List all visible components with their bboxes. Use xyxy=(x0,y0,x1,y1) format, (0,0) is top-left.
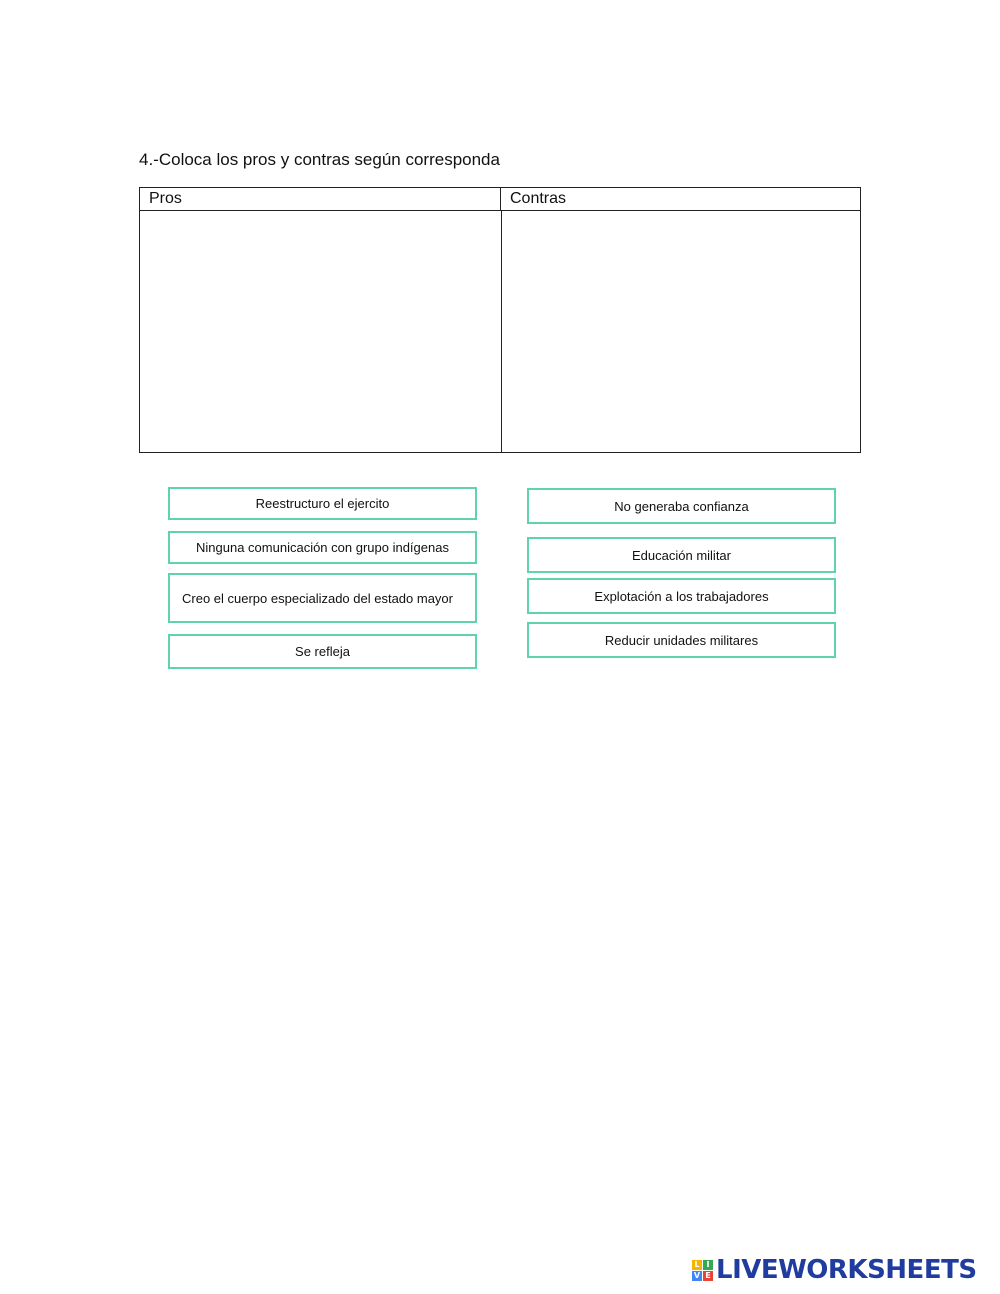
drag-card-creo-cuerpo[interactable]: Creo el cuerpo especializado del estado mayor xyxy=(168,573,477,623)
drag-card-explotacion[interactable]: Explotación a los trabajadores xyxy=(527,578,836,614)
question-text: 4.-Coloca los pros y contras según corresponda xyxy=(139,150,500,169)
logo-letter: L xyxy=(692,1260,702,1270)
pros-contras-table xyxy=(139,187,861,453)
contras-header: Contras xyxy=(501,188,860,211)
contras-drop-zone[interactable] xyxy=(501,211,860,452)
logo-letter: V xyxy=(693,1270,701,1280)
logo-letter: E xyxy=(703,1271,713,1281)
drag-card-ninguna-comunicacion[interactable]: Ninguna comunicación con grupo indígenas xyxy=(168,531,477,564)
drag-card-educacion-militar[interactable]: Educación militar xyxy=(527,537,836,573)
liveworksheets-logo xyxy=(692,1256,977,1284)
logo-grid-icon xyxy=(692,1260,713,1281)
pros-header: Pros xyxy=(140,188,501,211)
drag-card-reestructuro[interactable]: Reestructuro el ejercito xyxy=(168,487,477,520)
pros-drop-zone[interactable] xyxy=(140,211,502,452)
logo-text: LIVEWORKSHEETS xyxy=(716,1255,977,1285)
drag-card-se-refleja[interactable]: Se refleja xyxy=(168,634,477,669)
drag-card-no-generaba-confianza[interactable]: No generaba confianza xyxy=(527,488,836,524)
drag-card-reducir-unidades[interactable]: Reducir unidades militares xyxy=(527,622,836,658)
logo-letter: I xyxy=(703,1260,713,1270)
